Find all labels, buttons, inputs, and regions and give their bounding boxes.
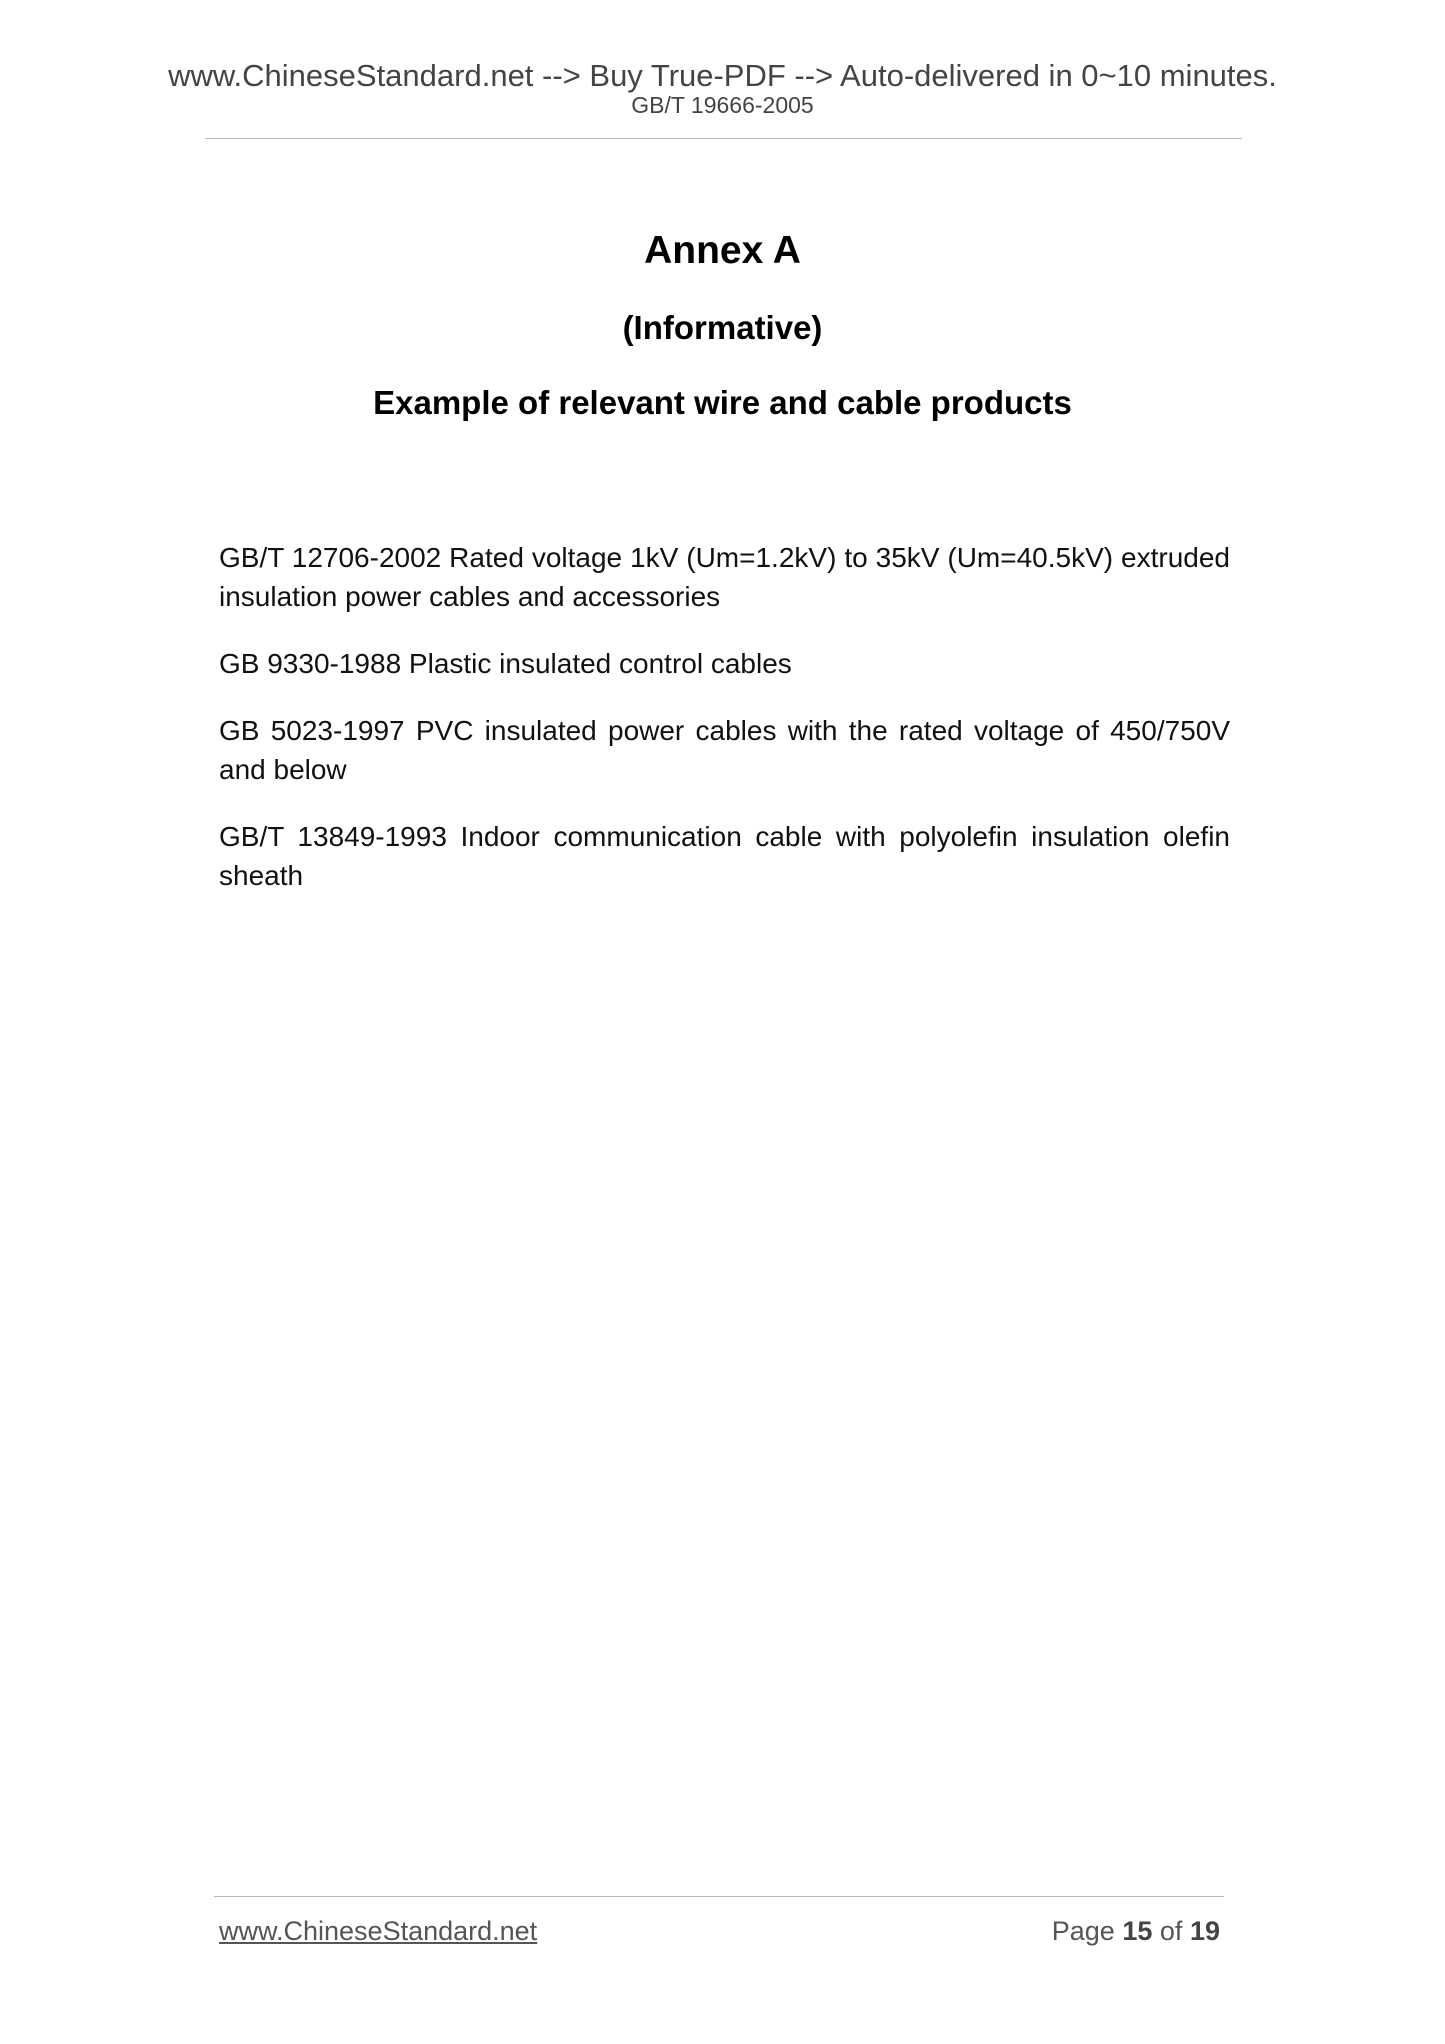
reference-item: GB 5023-1997 PVC insulated power cables with the rated voltage of 450/750V and below (219, 715, 1230, 785)
reference-item: GB/T 12706-2002 Rated voltage 1kV (Um=1.2kV) to 35kV (Um=40.5kV) extruded insulation power cables and accessories (219, 542, 1230, 612)
reference-item: GB 9330-1988 Plastic insulated control cables (219, 648, 792, 679)
of-word: of (1159, 1916, 1183, 1946)
annex-type: (Informative) (622, 309, 823, 346)
page-number: 15 (1122, 1916, 1153, 1946)
reference-list (219, 538, 1230, 923)
header-banner: www.ChineseStandard.net --> Buy True-PDF --> Auto-delivered in 0~10 minutes. (168, 58, 1277, 93)
page-indicator (1052, 1915, 1220, 1947)
annex-title: Annex A (644, 229, 801, 272)
page-word: Page (1051, 1916, 1115, 1946)
reference-item: GB/T 13849-1993 Indoor communication cable with polyolefin insulation olefin sheath (219, 821, 1230, 891)
footer-divider (214, 1896, 1224, 1897)
header-divider (205, 138, 1242, 139)
standard-code: GB/T 19666-2005 (631, 92, 814, 118)
annex-heading: Example of relevant wire and cable products (373, 384, 1072, 421)
page-total: 19 (1189, 1916, 1220, 1946)
footer-site-link[interactable]: www.ChineseStandard.net (219, 1916, 538, 1946)
